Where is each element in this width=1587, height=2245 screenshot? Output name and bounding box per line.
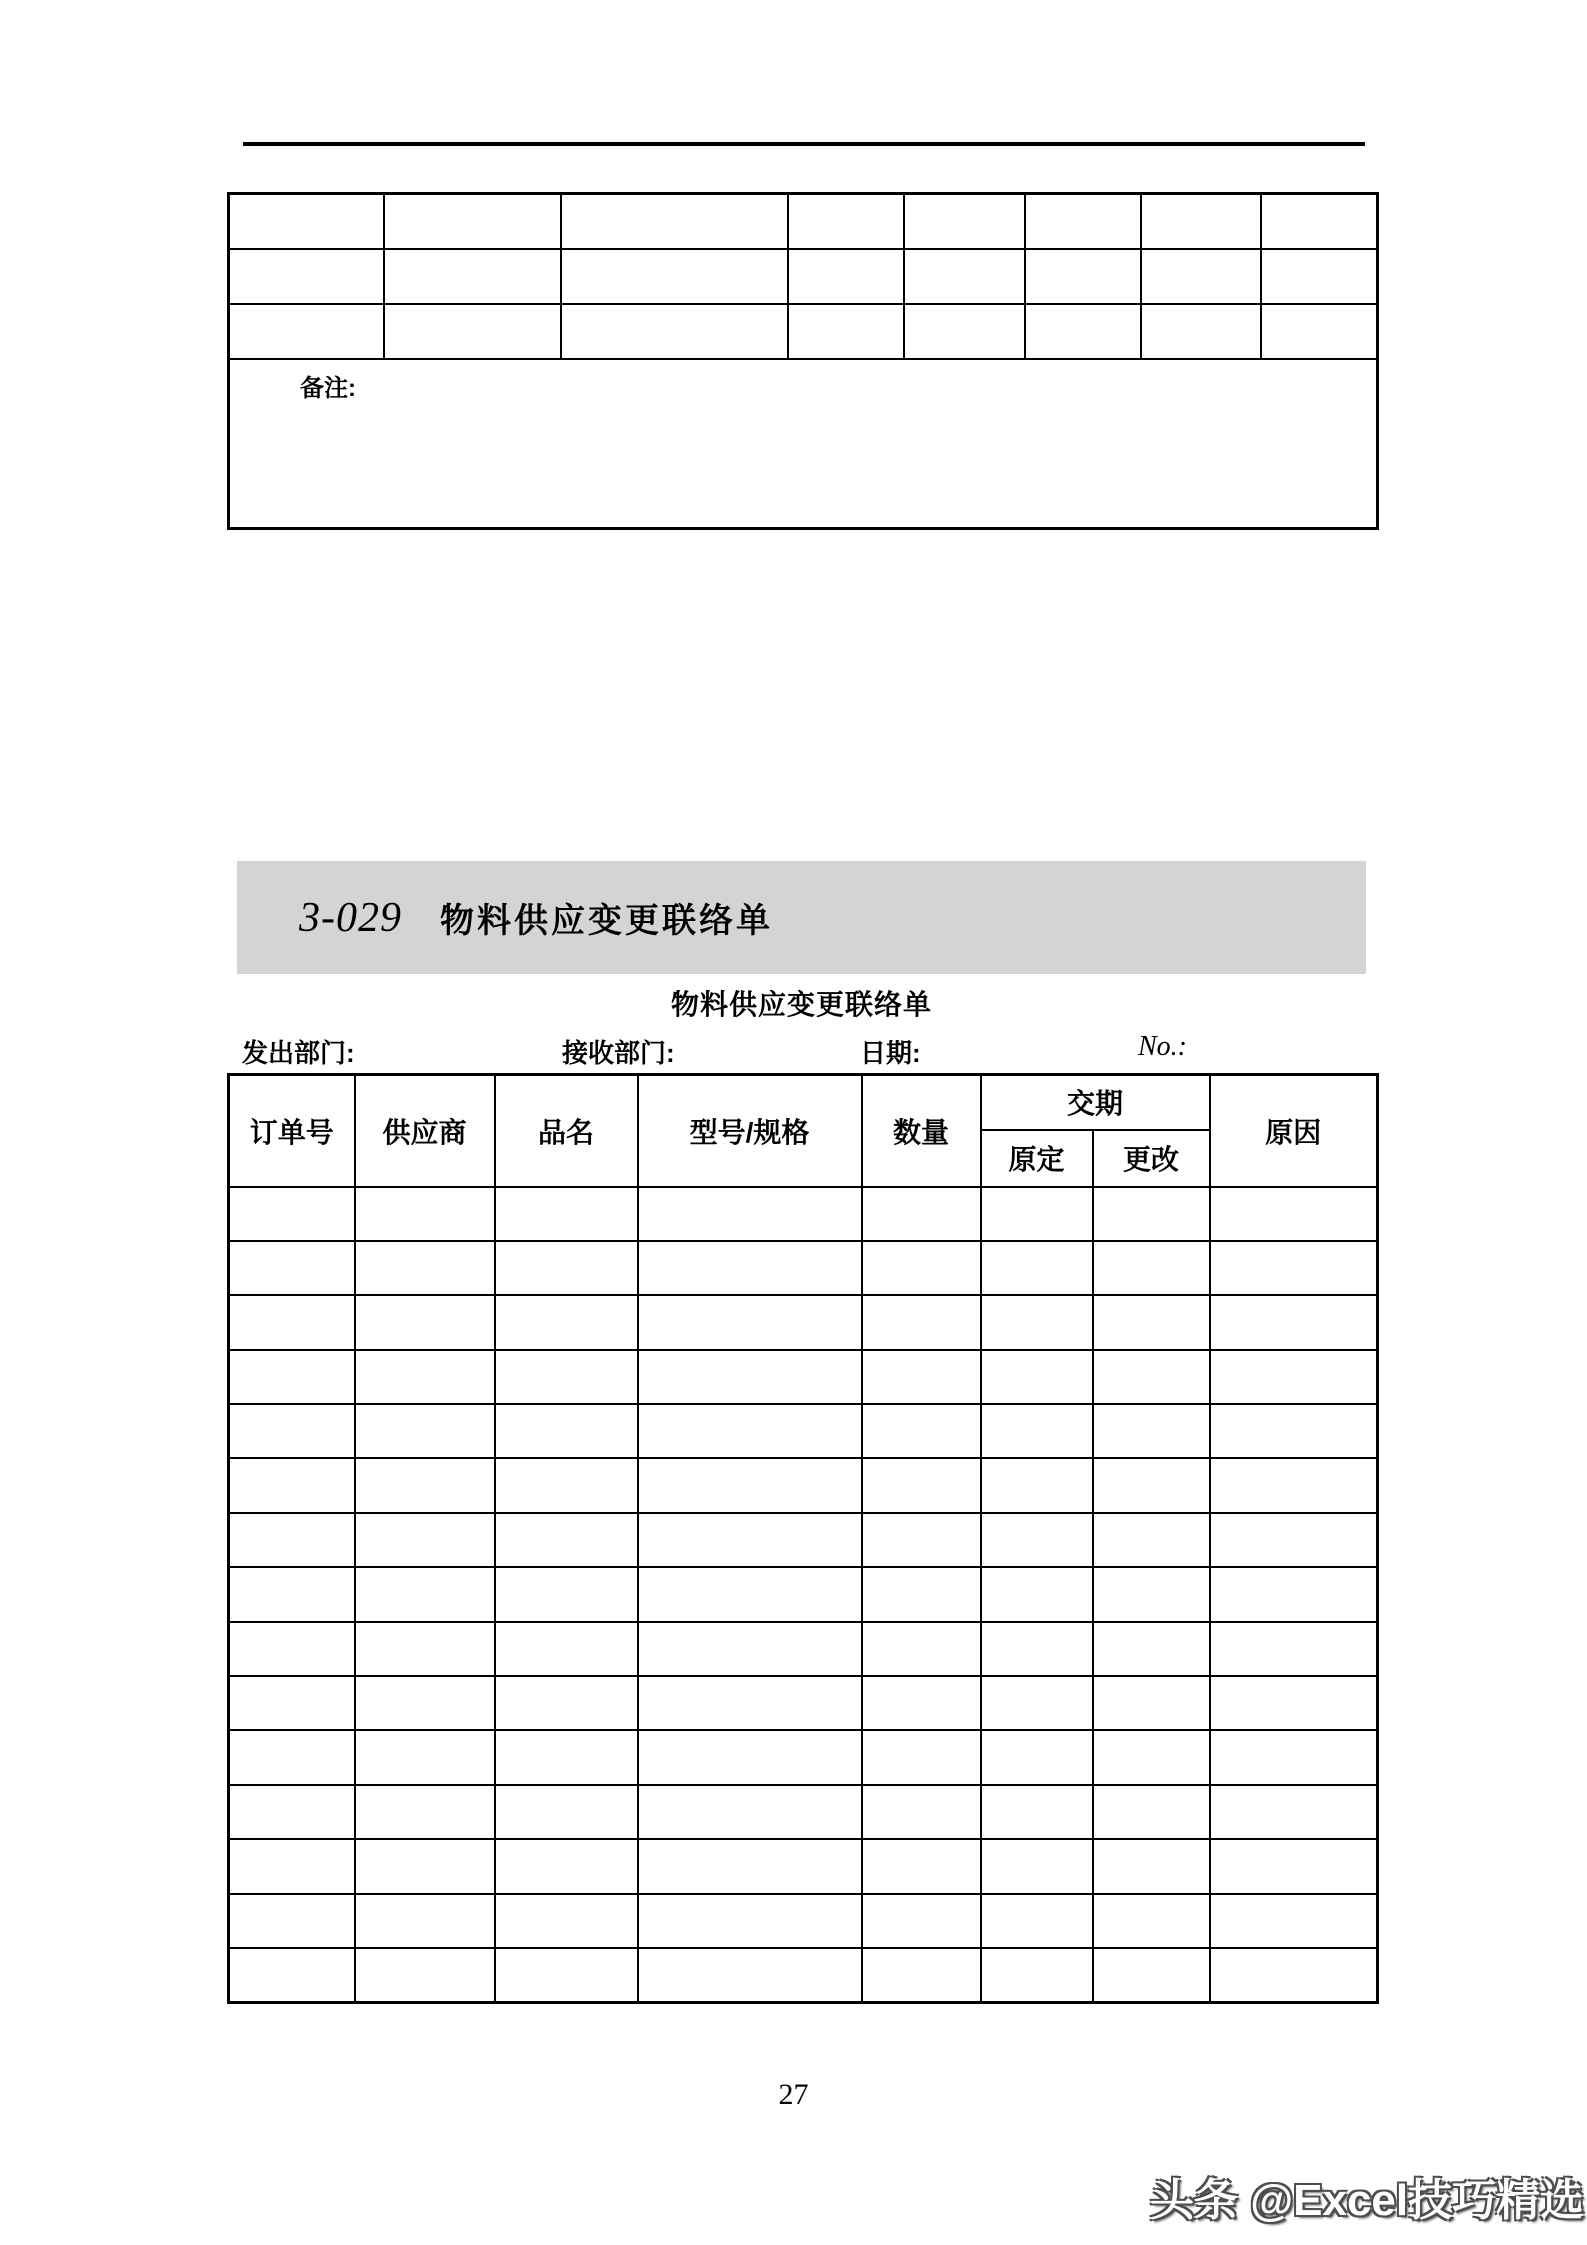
empty-cell <box>981 1295 1093 1349</box>
empty-cell <box>495 1948 638 2002</box>
watermark: 头条 @Excel技巧精选 <box>1150 2176 1585 2225</box>
empty-cell <box>981 1839 1093 1893</box>
empty-cell <box>638 1567 862 1621</box>
empty-cell <box>1210 1839 1378 1893</box>
empty-cell <box>981 1894 1093 1948</box>
empty-cell <box>1210 1295 1378 1349</box>
empty-cell <box>495 1785 638 1839</box>
empty-cell <box>862 1622 981 1676</box>
empty-cell <box>355 1350 495 1404</box>
empty-cell <box>788 194 904 249</box>
empty-cell <box>229 1404 355 1458</box>
empty-cell <box>1093 1187 1210 1241</box>
field-receiving-department: 接收部门: <box>562 1038 675 1068</box>
empty-cell <box>788 304 904 359</box>
empty-cell <box>1093 1894 1210 1948</box>
empty-cell <box>638 1241 862 1295</box>
table-row <box>229 1894 1378 1948</box>
empty-cell <box>495 1458 638 1512</box>
empty-cell <box>1093 1567 1210 1621</box>
empty-cell <box>355 1567 495 1621</box>
empty-cell <box>981 1676 1093 1730</box>
empty-cell <box>1210 1187 1378 1241</box>
empty-cell <box>638 1730 862 1784</box>
col-header-quantity: 数量 <box>862 1075 981 1187</box>
empty-cell <box>638 1187 862 1241</box>
empty-cell <box>229 1676 355 1730</box>
empty-cell <box>638 1894 862 1948</box>
empty-cell <box>1210 1948 1378 2002</box>
form-title: 物料供应变更联络单 <box>670 989 932 1020</box>
empty-cell <box>229 1241 355 1295</box>
empty-cell <box>862 1295 981 1349</box>
empty-cell <box>862 1730 981 1784</box>
table-row <box>229 1785 1378 1839</box>
empty-cell <box>229 1622 355 1676</box>
empty-cell <box>229 1730 355 1784</box>
col-header-model-spec: 型号/规格 <box>638 1075 862 1187</box>
empty-cell <box>1210 1730 1378 1784</box>
empty-cell <box>981 1350 1093 1404</box>
empty-cell <box>904 249 1025 304</box>
empty-cell <box>638 1458 862 1512</box>
remarks-cell <box>229 359 1378 528</box>
empty-cell <box>981 1513 1093 1567</box>
empty-cell <box>862 1241 981 1295</box>
empty-cell <box>495 1622 638 1676</box>
table-row <box>229 1676 1378 1730</box>
section-header-banner <box>237 861 1366 974</box>
col-header-product-name: 品名 <box>495 1075 638 1187</box>
empty-cell <box>355 1295 495 1349</box>
empty-cell <box>229 1948 355 2002</box>
empty-cell <box>1025 249 1141 304</box>
empty-cell <box>384 249 561 304</box>
empty-cell <box>904 304 1025 359</box>
empty-cell <box>1093 1458 1210 1512</box>
field-date: 日期: <box>860 1038 921 1068</box>
empty-cell <box>229 304 384 359</box>
empty-cell <box>1261 304 1378 359</box>
empty-cell <box>638 1513 862 1567</box>
table-row <box>229 1295 1378 1349</box>
empty-cell <box>1093 1730 1210 1784</box>
empty-cell <box>1210 1350 1378 1404</box>
empty-cell <box>355 1839 495 1893</box>
empty-cell <box>229 1350 355 1404</box>
table-row <box>229 1350 1378 1404</box>
empty-cell <box>981 1567 1093 1621</box>
col-header-order-no: 订单号 <box>229 1075 355 1187</box>
empty-cell <box>981 1404 1093 1458</box>
empty-cell <box>638 1948 862 2002</box>
field-issuing-department: 发出部门: <box>242 1038 355 1068</box>
empty-cell <box>1210 1458 1378 1512</box>
empty-cell <box>384 304 561 359</box>
empty-cell <box>495 1839 638 1893</box>
empty-cell <box>495 1676 638 1730</box>
empty-cell <box>1261 249 1378 304</box>
empty-cell <box>1210 1894 1378 1948</box>
empty-cell <box>638 1295 862 1349</box>
empty-cell <box>862 1948 981 2002</box>
empty-cell <box>495 1404 638 1458</box>
table-row <box>229 1839 1378 1893</box>
empty-cell <box>355 1513 495 1567</box>
empty-cell <box>1025 194 1141 249</box>
empty-cell <box>355 1676 495 1730</box>
empty-cell <box>561 304 788 359</box>
empty-cell <box>1141 194 1261 249</box>
table-row <box>229 1241 1378 1295</box>
empty-cell <box>862 1676 981 1730</box>
table-row <box>229 1622 1378 1676</box>
empty-cell <box>1141 304 1261 359</box>
page-number: 27 <box>778 2078 809 2111</box>
empty-cell <box>229 249 384 304</box>
empty-cell <box>981 1730 1093 1784</box>
empty-cell <box>981 1458 1093 1512</box>
empty-cell <box>1261 194 1378 249</box>
empty-cell <box>862 1350 981 1404</box>
col-header-original: 原定 <box>981 1130 1093 1187</box>
empty-cell <box>229 1458 355 1512</box>
empty-cell <box>862 1839 981 1893</box>
empty-cell <box>1093 1785 1210 1839</box>
empty-cell <box>904 194 1025 249</box>
empty-cell <box>355 1785 495 1839</box>
empty-cell <box>355 1622 495 1676</box>
empty-cell <box>495 1187 638 1241</box>
header-rule <box>243 142 1365 146</box>
empty-cell <box>355 1187 495 1241</box>
section-code: 3-029 <box>299 894 402 941</box>
empty-cell <box>788 249 904 304</box>
table-row <box>229 1187 1378 1241</box>
empty-cell <box>229 194 384 249</box>
empty-cell <box>355 1404 495 1458</box>
empty-cell <box>981 1622 1093 1676</box>
empty-cell <box>1093 1404 1210 1458</box>
table-row <box>229 1513 1378 1567</box>
col-header-reason: 原因 <box>1210 1075 1378 1187</box>
empty-cell <box>355 1458 495 1512</box>
empty-cell <box>862 1567 981 1621</box>
empty-cell <box>229 1567 355 1621</box>
empty-cell <box>638 1839 862 1893</box>
empty-cell <box>1210 1567 1378 1621</box>
table-row <box>229 1458 1378 1512</box>
field-number: No.: <box>1138 1031 1187 1062</box>
empty-cell <box>862 1458 981 1512</box>
empty-cell <box>1093 1350 1210 1404</box>
empty-cell <box>862 1513 981 1567</box>
col-header-delivery-date: 交期 <box>981 1075 1210 1130</box>
empty-cell <box>495 1241 638 1295</box>
empty-cell <box>355 1241 495 1295</box>
empty-cell <box>229 1513 355 1567</box>
empty-cell <box>1093 1295 1210 1349</box>
table-row <box>229 1730 1378 1784</box>
empty-cell <box>862 1404 981 1458</box>
empty-cell <box>495 1894 638 1948</box>
empty-cell <box>638 1785 862 1839</box>
empty-cell <box>1210 1513 1378 1567</box>
previous-form-fragment-table <box>227 192 1379 530</box>
empty-cell <box>495 1295 638 1349</box>
empty-cell <box>638 1676 862 1730</box>
empty-cell <box>862 1785 981 1839</box>
empty-cell <box>355 1894 495 1948</box>
table-row <box>229 1404 1378 1458</box>
empty-cell <box>355 1948 495 2002</box>
empty-cell <box>862 1894 981 1948</box>
empty-cell <box>638 1404 862 1458</box>
empty-cell <box>1210 1404 1378 1458</box>
empty-cell <box>495 1567 638 1621</box>
table-row <box>229 304 1378 359</box>
empty-cell <box>229 1839 355 1893</box>
remarks-row <box>229 359 1378 528</box>
empty-cell <box>1093 1513 1210 1567</box>
empty-cell <box>229 1785 355 1839</box>
empty-cell <box>1210 1241 1378 1295</box>
empty-cell <box>1210 1785 1378 1839</box>
empty-cell <box>1093 1948 1210 2002</box>
empty-cell <box>981 1241 1093 1295</box>
header-row <box>229 1075 1378 1130</box>
empty-cell <box>1210 1622 1378 1676</box>
empty-cell <box>1093 1839 1210 1893</box>
empty-cell <box>1093 1241 1210 1295</box>
table-empty-rows <box>229 1187 1378 2003</box>
empty-cell <box>1093 1676 1210 1730</box>
empty-cell <box>495 1350 638 1404</box>
empty-cell <box>638 1350 862 1404</box>
empty-cell <box>495 1730 638 1784</box>
empty-cell <box>1025 304 1141 359</box>
empty-cell <box>1093 1622 1210 1676</box>
table-row <box>229 1948 1378 2002</box>
empty-cell <box>981 1785 1093 1839</box>
empty-cell <box>355 1730 495 1784</box>
empty-cell <box>981 1187 1093 1241</box>
empty-cell <box>1210 1676 1378 1730</box>
table-row <box>229 194 1378 249</box>
material-supply-change-table <box>227 1073 1379 2004</box>
empty-cell <box>862 1187 981 1241</box>
empty-cell <box>229 1295 355 1349</box>
empty-cell <box>1141 249 1261 304</box>
empty-cell <box>981 1948 1093 2002</box>
table-row <box>229 1567 1378 1621</box>
fragment-empty-rows <box>229 194 1378 360</box>
empty-cell <box>638 1622 862 1676</box>
empty-cell <box>561 249 788 304</box>
section-title: 物料供应变更联络单 <box>440 902 773 940</box>
remarks-label: 备注: <box>300 375 356 403</box>
col-header-changed: 更改 <box>1093 1130 1210 1187</box>
empty-cell <box>384 194 561 249</box>
col-header-supplier: 供应商 <box>355 1075 495 1187</box>
empty-cell <box>561 194 788 249</box>
empty-cell <box>229 1187 355 1241</box>
empty-cell <box>495 1513 638 1567</box>
empty-cell <box>229 1894 355 1948</box>
table-row <box>229 249 1378 304</box>
